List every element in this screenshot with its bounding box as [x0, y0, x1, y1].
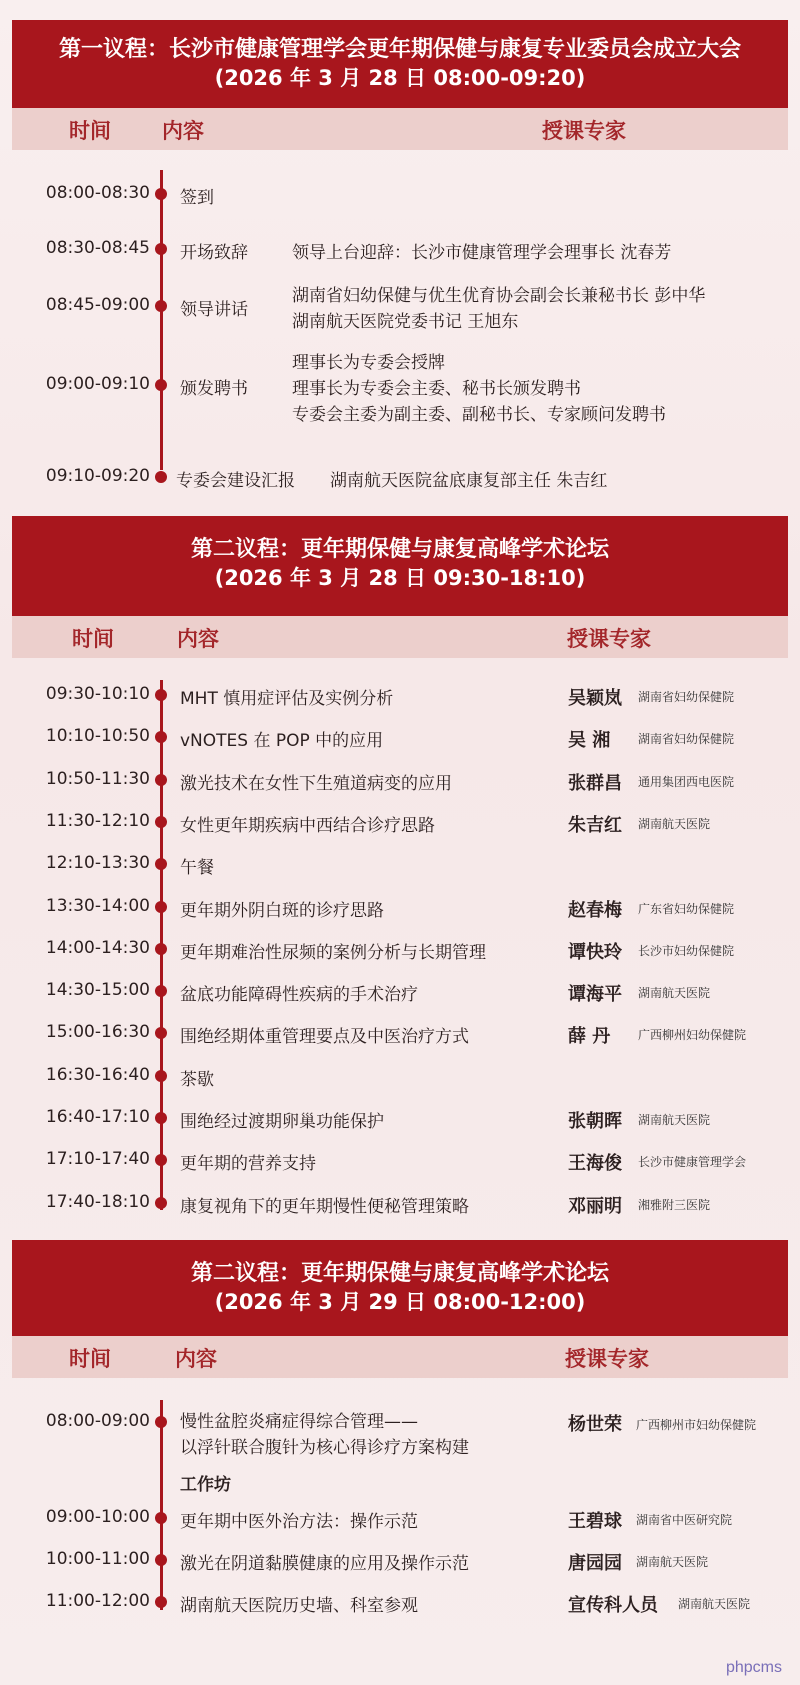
row-organization: 长沙市健康管理学会 — [638, 1155, 747, 1170]
timeline-dot — [155, 471, 167, 483]
timeline-dot — [155, 943, 167, 955]
row-speaker: 张朝晖 — [568, 1111, 622, 1132]
row-topic: 围绝经期体重管理要点及中医治疗方式 — [180, 1027, 469, 1048]
timeline-dot — [155, 985, 167, 997]
row-speaker: 邓丽明 — [568, 1195, 622, 1217]
row-topic-line2: 以浮针联合腹针为核心得诊疗方案构建 — [180, 1438, 469, 1458]
timeline-dot — [155, 1596, 167, 1608]
section3-date: (2026 年 3 月 29 日 08:00-12:00) — [214, 1290, 586, 1314]
column-time: 时间 — [69, 1347, 111, 1371]
timeline-dot — [155, 816, 167, 828]
column-time: 时间 — [72, 627, 114, 651]
row-speaker: 宣传科人员 — [568, 1595, 658, 1616]
row-topic: 茶歇 — [180, 1069, 214, 1090]
row-detail: 理事长为专委会主委、秘书长颁发聘书 — [292, 379, 581, 399]
section3-header — [12, 1240, 788, 1338]
row-topic: 更年期难治性尿频的案例分析与长期管理 — [180, 942, 486, 963]
row-time: 10:00-11:00 — [45, 1549, 150, 1569]
row-time: 09:00-09:10 — [45, 374, 150, 394]
row-speaker: 吴 湘 — [568, 730, 611, 752]
row-organization: 湘雅附三医院 — [638, 1197, 711, 1212]
row-time: 14:30-15:00 — [45, 980, 150, 1001]
row-topic: 湖南航天医院历史墙、科室参观 — [180, 1596, 418, 1616]
row-topic: 围绝经过渡期卵巢功能保护 — [180, 1112, 384, 1132]
row-topic: 激光在阴道黏膜健康的应用及操作示范 — [180, 1554, 469, 1574]
section2-header — [12, 516, 788, 618]
row-time: 15:00-16:30 — [45, 1022, 150, 1043]
row-organization: 广东省妇幼保健院 — [638, 901, 735, 916]
timeline-dot — [155, 1112, 167, 1124]
row-detail: 湖南省妇幼保健与优生优育协会副会长兼秘书长 彭中华 — [292, 286, 706, 306]
column-content: 内容 — [162, 119, 204, 143]
row-time: 10:50-11:30 — [45, 768, 150, 789]
row-topic: 盆底功能障碍性疾病的手术治疗 — [180, 985, 418, 1006]
row-time: 08:30-08:45 — [45, 238, 150, 258]
row-organization: 湖南航天医院 — [678, 1597, 751, 1611]
row-topic: 女性更年期疾病中西结合诊疗思路 — [180, 815, 435, 836]
row-time: 08:00-08:30 — [45, 183, 150, 203]
timeline-dot — [155, 731, 167, 743]
timeline-dot — [155, 901, 167, 913]
row-speaker: 唐园园 — [568, 1553, 622, 1574]
timeline-dot — [155, 379, 167, 391]
timeline-dot — [155, 1512, 167, 1524]
row-topic: 更年期中医外治方法：操作示范 — [180, 1512, 418, 1532]
row-topic: MHT 慎用症评估及实例分析 — [180, 689, 394, 709]
section2-title: 第二议程：更年期保健与康复高峰学术论坛 — [190, 537, 609, 562]
row-detail: 湖南航天医院党委书记 王旭东 — [292, 312, 519, 332]
row-speaker: 吴颖岚 — [568, 688, 622, 709]
row-speaker: 杨世荣 — [568, 1414, 622, 1435]
row-organization: 湖南航天医院 — [636, 1555, 709, 1569]
row-topic: 慢性盆腔炎痛症得综合管理—— — [180, 1412, 418, 1432]
column-content: 内容 — [175, 1347, 217, 1371]
timeline-dot — [155, 1070, 167, 1082]
timeline-dot — [155, 1416, 167, 1428]
row-organization: 湖南航天医院 — [638, 816, 711, 831]
section2-date: (2026 年 3 月 28 日 09:30-18:10) — [214, 566, 586, 590]
column-content: 内容 — [177, 627, 219, 651]
row-speaker: 薛 丹 — [568, 1026, 611, 1048]
timeline-dot — [155, 1027, 167, 1039]
row-detail: 湖南航天医院盆底康复部主任 朱吉红 — [330, 471, 608, 491]
column-expert: 授课专家 — [565, 1347, 649, 1371]
row-topic: 午餐 — [180, 858, 214, 879]
row-topic: vNOTES 在 POP 中的应用 — [180, 731, 384, 752]
column-expert: 授课专家 — [542, 119, 626, 143]
timeline-dot — [155, 689, 167, 701]
timeline-dot — [155, 243, 167, 255]
row-organization: 长沙市妇幼保健院 — [638, 943, 735, 958]
row-topic: 工作坊 — [180, 1475, 231, 1495]
row-topic: 领导讲话 — [180, 300, 248, 320]
row-time: 10:10-10:50 — [45, 726, 150, 747]
timeline-dot — [155, 1197, 167, 1209]
row-time: 11:00-12:00 — [45, 1591, 150, 1611]
row-topic: 开场致辞 — [180, 243, 248, 263]
section3-column-header — [12, 1336, 788, 1378]
row-time: 17:10-17:40 — [45, 1149, 150, 1170]
row-detail: 理事长为专委会授牌 — [292, 353, 445, 373]
timeline-dot — [155, 300, 167, 312]
section1-column-header — [12, 108, 788, 150]
row-topic: 专委会建设汇报 — [176, 471, 295, 491]
timeline-dot — [155, 188, 167, 200]
row-organization: 湖南省妇幼保健院 — [638, 690, 735, 704]
row-organization: 湖南航天医院 — [638, 986, 711, 1001]
timeline-dot — [155, 1154, 167, 1166]
row-speaker: 王海俊 — [568, 1153, 622, 1175]
row-organization: 湖南省中医研究院 — [636, 1513, 733, 1527]
row-time: 08:45-09:00 — [45, 295, 150, 315]
row-time: 12:10-13:30 — [45, 853, 150, 874]
row-time: 16:40-17:10 — [45, 1107, 150, 1127]
row-time: 13:30-14:00 — [45, 895, 150, 916]
timeline-dot — [155, 858, 167, 870]
section1-date: (2026 年 3 月 28 日 08:00-09:20) — [214, 66, 586, 90]
section2-column-header — [12, 616, 788, 658]
watermark: phpcms — [725, 1659, 782, 1676]
column-time: 时间 — [69, 119, 111, 143]
column-expert: 授课专家 — [567, 627, 651, 651]
section1-timeline — [160, 170, 163, 470]
row-topic: 康复视角下的更年期慢性便秘管理策略 — [180, 1196, 469, 1217]
row-topic: 更年期的营养支持 — [180, 1154, 316, 1175]
timeline-dot — [155, 774, 167, 786]
row-topic: 更年期外阴白斑的诊疗思路 — [180, 900, 384, 921]
row-topic: 颁发聘书 — [180, 379, 248, 399]
row-time: 11:30-12:10 — [45, 810, 150, 831]
row-organization: 湖南航天医院 — [638, 1113, 711, 1127]
row-time: 09:30-10:10 — [45, 684, 150, 704]
row-organization: 广西柳州市妇幼保健院 — [636, 1418, 757, 1432]
row-time: 09:10-09:20 — [45, 466, 150, 486]
row-time: 08:00-09:00 — [45, 1411, 150, 1431]
timeline-dot — [155, 1554, 167, 1566]
row-organization: 广西柳州妇幼保健院 — [638, 1028, 747, 1043]
row-time: 16:30-16:40 — [45, 1064, 150, 1085]
row-organization: 湖南省妇幼保健院 — [638, 732, 735, 747]
row-detail: 专委会主委为副主委、副秘书长、专家顾问发聘书 — [292, 405, 666, 425]
row-speaker: 张群昌 — [568, 772, 622, 794]
row-speaker: 赵春梅 — [568, 899, 622, 921]
row-time: 17:40-18:10 — [45, 1191, 150, 1212]
section1-title: 第一议程：长沙市健康管理学会更年期保健与康复专业委员会成立大会 — [58, 37, 741, 62]
row-speaker: 王碧球 — [568, 1511, 622, 1532]
row-time: 14:00-14:30 — [45, 937, 150, 958]
row-speaker: 谭快玲 — [568, 941, 622, 963]
row-topic: 签到 — [180, 188, 214, 208]
row-detail: 领导上台迎辞：长沙市健康管理学会理事长 沈春芳 — [292, 243, 672, 263]
row-topic: 激光技术在女性下生殖道病变的应用 — [180, 773, 452, 794]
row-time: 09:00-10:00 — [45, 1507, 150, 1527]
section1-header — [12, 20, 788, 110]
row-organization: 通用集团西电医院 — [638, 774, 735, 789]
row-speaker: 朱吉红 — [568, 814, 622, 836]
row-speaker: 谭海平 — [568, 984, 622, 1006]
section3-timeline — [160, 1400, 163, 1610]
section3-title: 第二议程：更年期保健与康复高峰学术论坛 — [190, 1261, 609, 1286]
